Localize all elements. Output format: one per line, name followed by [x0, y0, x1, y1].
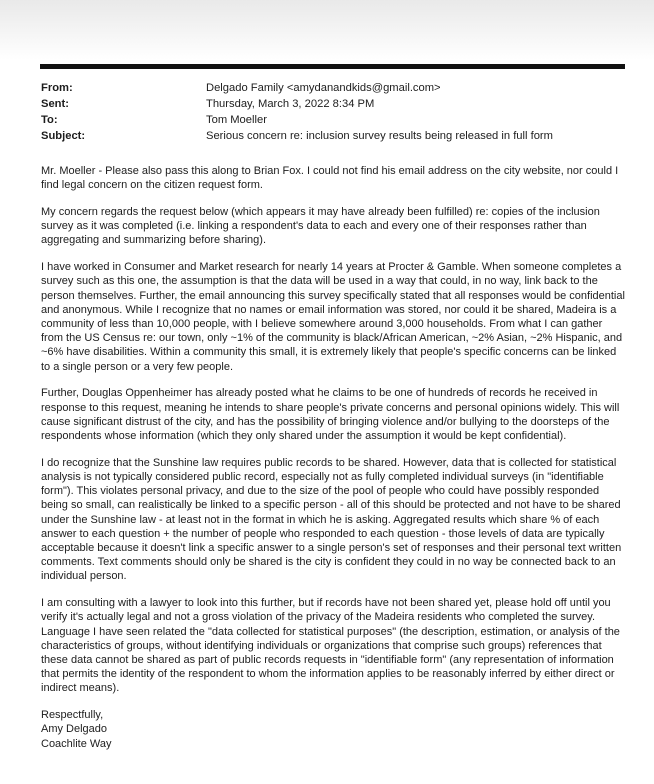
from-row [41, 80, 626, 96]
to-label: To: [41, 114, 58, 126]
from-label: From: [41, 82, 73, 94]
body-paragraph: Mr. Moeller - Please also pass this along to Brian Fox. I could not find his email address on the city website, nor could I find legal concern on the citizen request form. [41, 165, 619, 192]
subject-row [41, 128, 626, 144]
body-paragraph: I do recognize that the Sunshine law requires public records to be shared. However, data that is collected for statistical analysis is not typically considered public record, especially not as fully completed individual surveys (in "identifiable form"). This violates personal privacy, and due to the size of the pool of people who could have possibly responded being so small, can realistically be linked to a specific person - all of this should be protected and not have to be shared under the Sunshine law - at least not in the format in which he is asking. Aggregated results which share % of each answer to each question + the number of people who responded to each question - those levels of data are typically acceptable because it doesn't link a specific answer to a single person's set of responses and their personal text written comments. Text comments should only be shared is the city is confident they could in no way be connected back to an individual person. [41, 456, 622, 583]
email-body [41, 164, 626, 751]
body-paragraph: Further, Douglas Oppenheimer has already posted what he claims to be one of hundreds of records he received in response to this request, meaning he intends to share people's private concerns and personal opinions widely. This will cause significant distrust of the city, and has the possibility of bringing violence and/or bullying to the doorsteps of the respondents whose information (which they only shared under the assumption it would be kept confidential). [41, 387, 620, 443]
email-header [41, 80, 626, 144]
subject-value: Serious concern re: inclusion survey results being released in full form [206, 130, 553, 142]
body-paragraph: My concern regards the request below (which appears it may have already been fulfilled) re: copies of the inclusion survey as it was completed (i.e. linking a respondent's data to each and every one of their responses rather than aggregating and summarizing before sharing). [41, 206, 600, 247]
body-paragraph: I have worked in Consumer and Market research for nearly 14 years at Procter & Gamble. When someone completes a survey such as this one, the assumption is that the data will be used in a way that could, in no way, link back to the person themselves. Further, the email announcing this survey specifically stated that all responses would be confidential and anonymous. While I recognize that no names or email information was stored, nor could it be shared, Madeira is a community of less than 10,000 people, with I believe somewhere around 3,000 households. From what I can gather from the US Census re: our town, only ~1% of the community is black/African American, ~2% Asian, ~2% Hispanic, and ~6% have disabilities. Within a community this small, it is extremely likely that people's specific concerns can be linked to a single person or a very few people. [41, 261, 625, 373]
sender-street: Coachlite Way [41, 737, 112, 750]
subject-label: Subject: [41, 130, 86, 142]
header-rule [40, 64, 625, 69]
closing: Respectfully, [41, 709, 104, 722]
sent-value: Thursday, March 3, 2022 8:34 PM [206, 98, 375, 110]
body-paragraph: I am consulting with a lawyer to look into this further, but if records have not been shared yet, please hold off until you verify it's actually legal and not a gross violation of the privacy of the Madeira residents who completed the survey. Language I have seen related the "data collected for statistical purposes" (the description, estimation, or analysis of the characteristics of groups, without identifying individuals or organizations that comprise such groups) references that these data cannot be shared as part of public records requests in "identifiable form" (any representation of information that permits the identity of the respondent to whom the information applies to be reasonably inferred by either direct or indirect means). [41, 597, 620, 695]
scan-shadow [0, 0, 654, 60]
sender-name: Amy Delgado [41, 723, 108, 736]
signoff [41, 708, 626, 751]
from-value: Delgado Family <amydanandkids@gmail.com> [206, 82, 441, 94]
to-row [41, 112, 626, 128]
to-value: Tom Moeller [206, 114, 267, 126]
sent-row [41, 96, 626, 112]
sent-label: Sent: [41, 98, 69, 110]
